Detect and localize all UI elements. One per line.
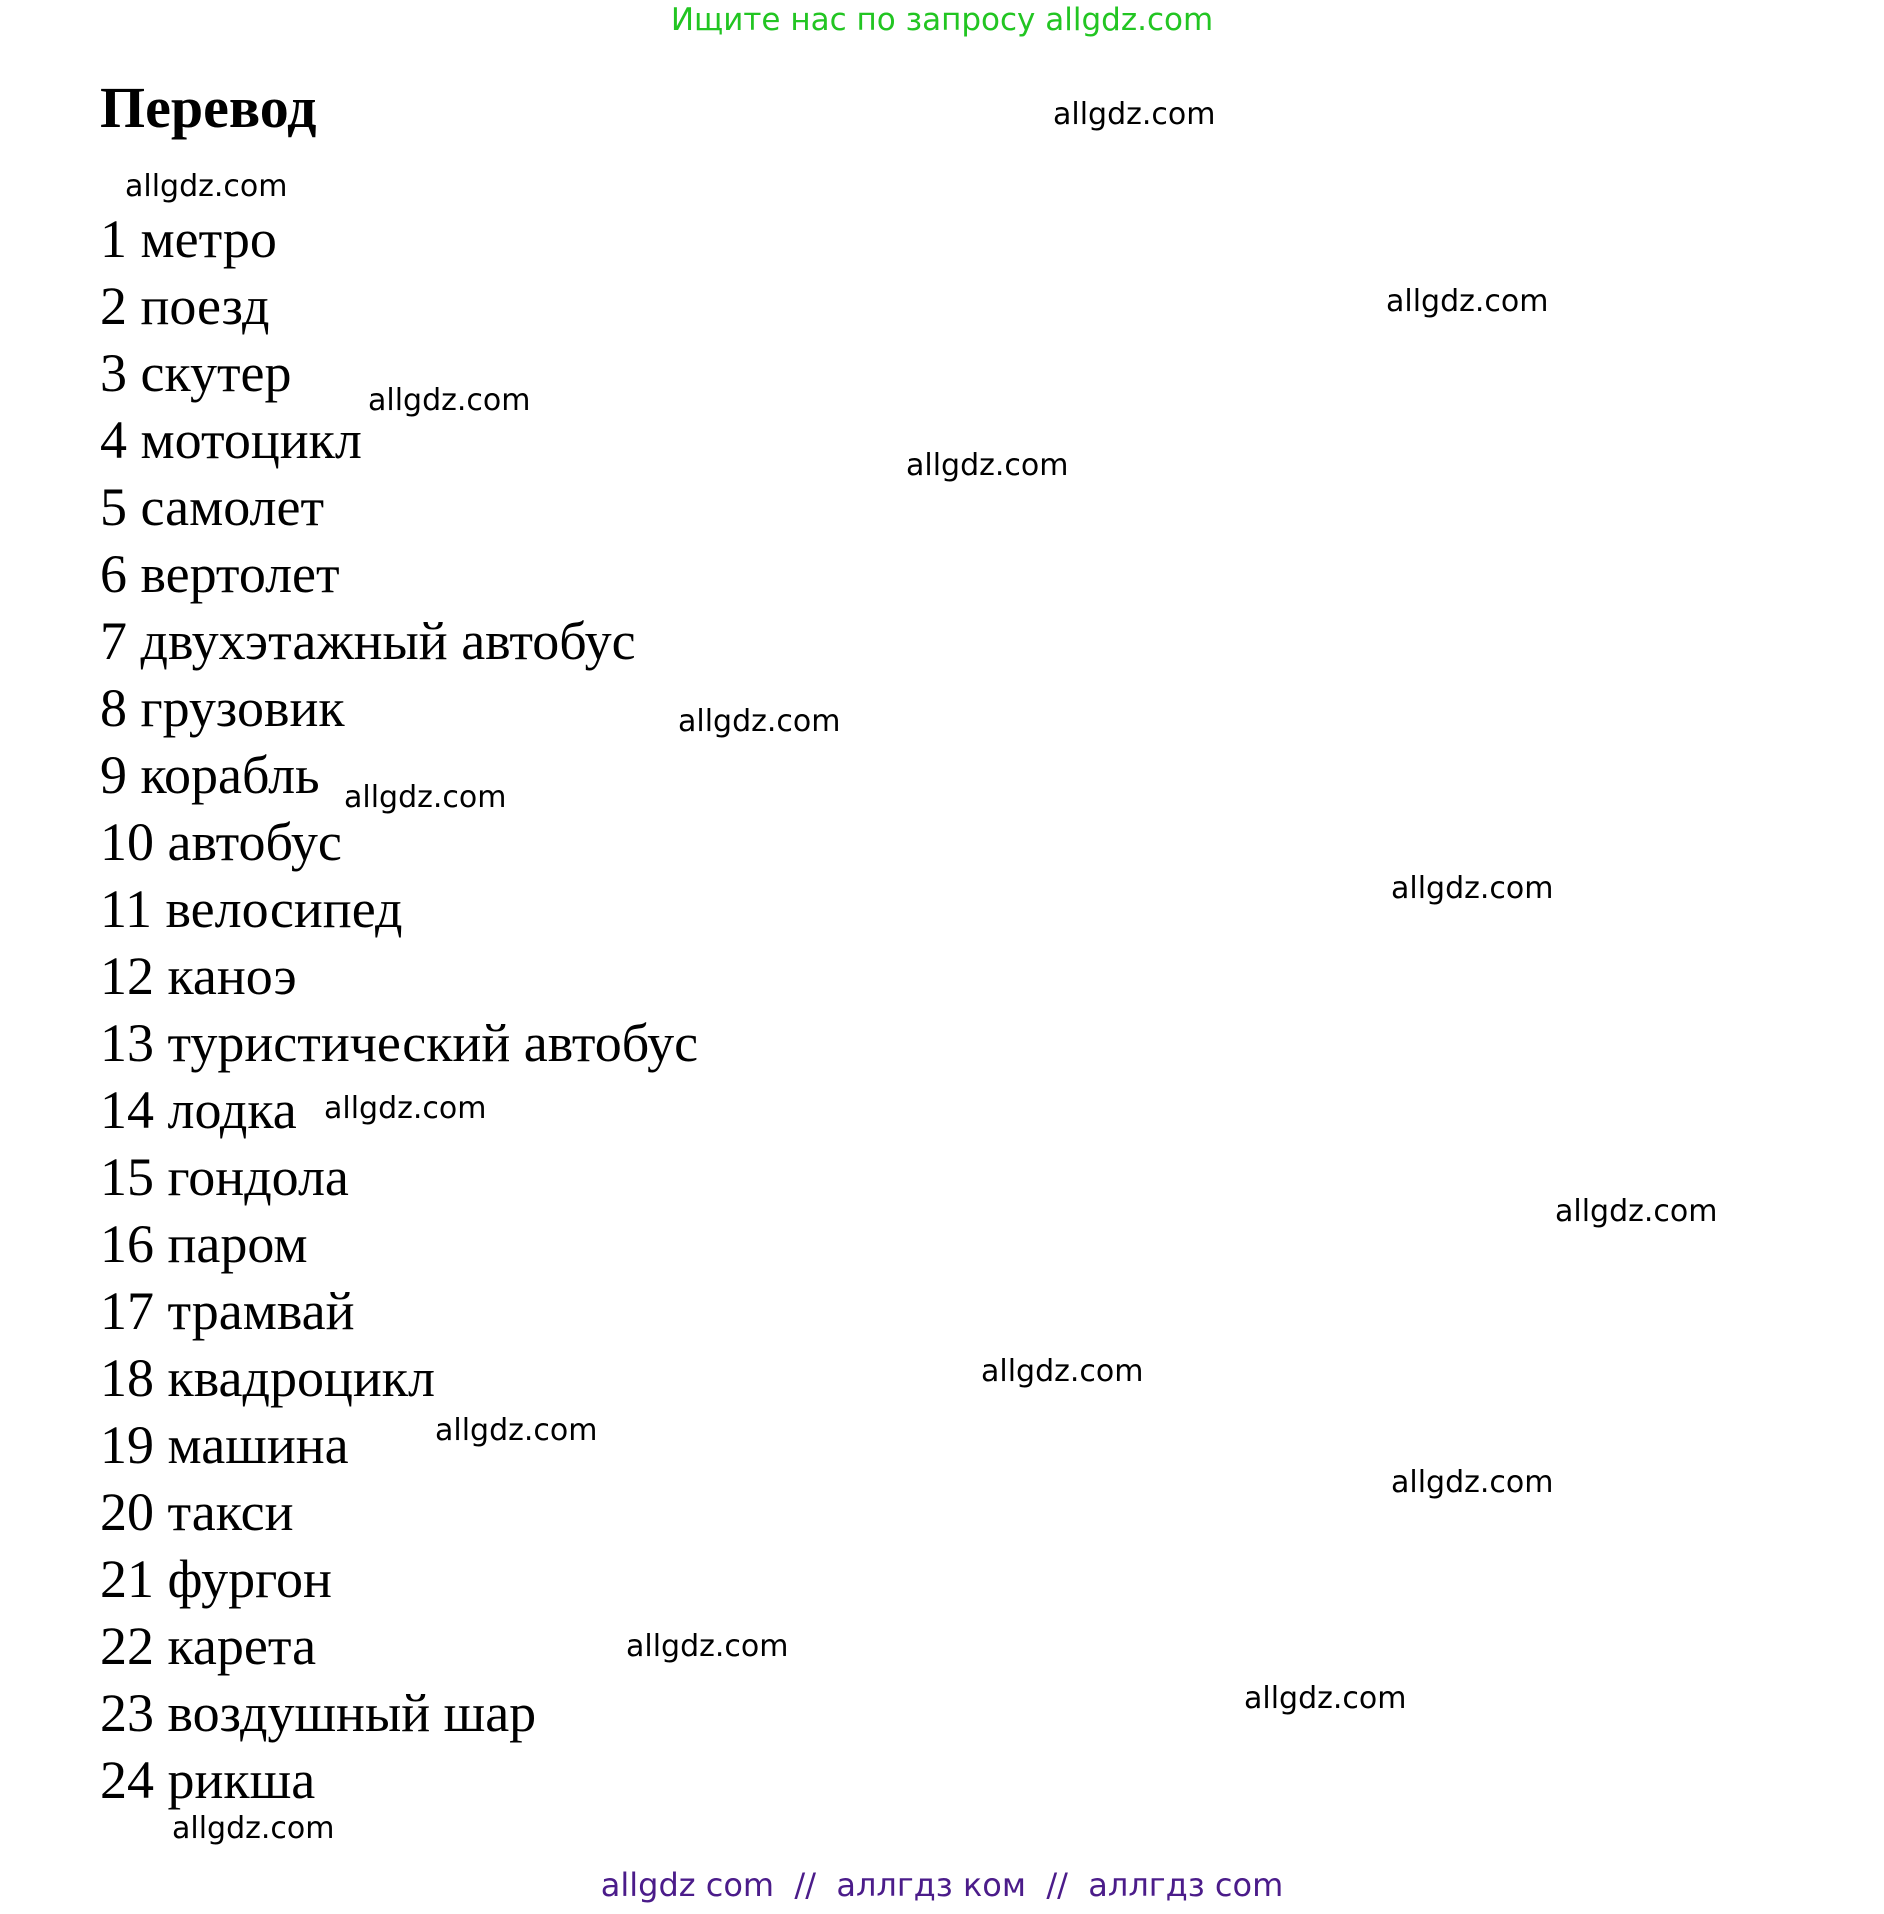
list-item: 17 трамвай <box>100 1281 355 1341</box>
list-item: 24 рикша <box>100 1750 316 1810</box>
list-item: 1 метро <box>100 209 277 269</box>
list-item: 21 фургон <box>100 1549 332 1609</box>
list-item: 18 квадроцикл <box>100 1348 435 1408</box>
list-item: 9 корабль <box>100 745 320 805</box>
watermark: allgdz.com <box>1391 1465 1554 1500</box>
list-item: 12 каноэ <box>100 946 297 1006</box>
watermark: allgdz.com <box>1386 284 1549 319</box>
list-item: 22 карета <box>100 1616 317 1676</box>
list-item: 6 вертолет <box>100 544 340 604</box>
page-title: Перевод <box>100 75 317 140</box>
list-item: 3 скутер <box>100 343 292 403</box>
watermark: allgdz.com <box>324 1091 487 1126</box>
header-banner: Ищите нас по запросу allgdz.com <box>670 2 1214 38</box>
watermark: allgdz.com <box>1244 1681 1407 1716</box>
list-item: 5 самолет <box>100 477 325 537</box>
list-item: 14 лодка <box>100 1080 297 1140</box>
list-item: 10 автобус <box>100 812 342 872</box>
watermark: allgdz.com <box>906 448 1069 483</box>
watermark: allgdz.com <box>1555 1194 1718 1229</box>
watermark: allgdz.com <box>125 169 288 204</box>
list-item: 23 воздушный шар <box>100 1683 537 1743</box>
list-item: 4 мотоцикл <box>100 410 362 470</box>
watermark: allgdz.com <box>981 1354 1144 1389</box>
watermark: allgdz.com <box>435 1413 598 1448</box>
watermark: allgdz.com <box>1053 97 1216 132</box>
list-item: 15 гондола <box>100 1147 349 1207</box>
list-item: 2 поезд <box>100 276 270 336</box>
watermark: allgdz.com <box>626 1629 789 1664</box>
list-item: 16 паром <box>100 1214 308 1274</box>
list-item: 8 грузовик <box>100 678 345 738</box>
watermark: allgdz.com <box>344 780 507 815</box>
watermark: allgdz.com <box>1391 871 1554 906</box>
list-item: 11 велосипед <box>100 879 403 939</box>
watermark: allgdz.com <box>368 383 531 418</box>
list-item: 19 машина <box>100 1415 349 1475</box>
watermark: allgdz.com <box>172 1811 335 1846</box>
vocabulary-list <box>100 206 698 1814</box>
watermark: allgdz.com <box>678 704 841 739</box>
list-item: 7 двухэтажный автобус <box>100 611 636 671</box>
footer-banner: allgdz com // аллгдз ком // аллгдз com <box>600 1866 1284 1904</box>
list-item: 20 такси <box>100 1482 294 1542</box>
list-item: 13 туристический автобус <box>100 1013 699 1073</box>
